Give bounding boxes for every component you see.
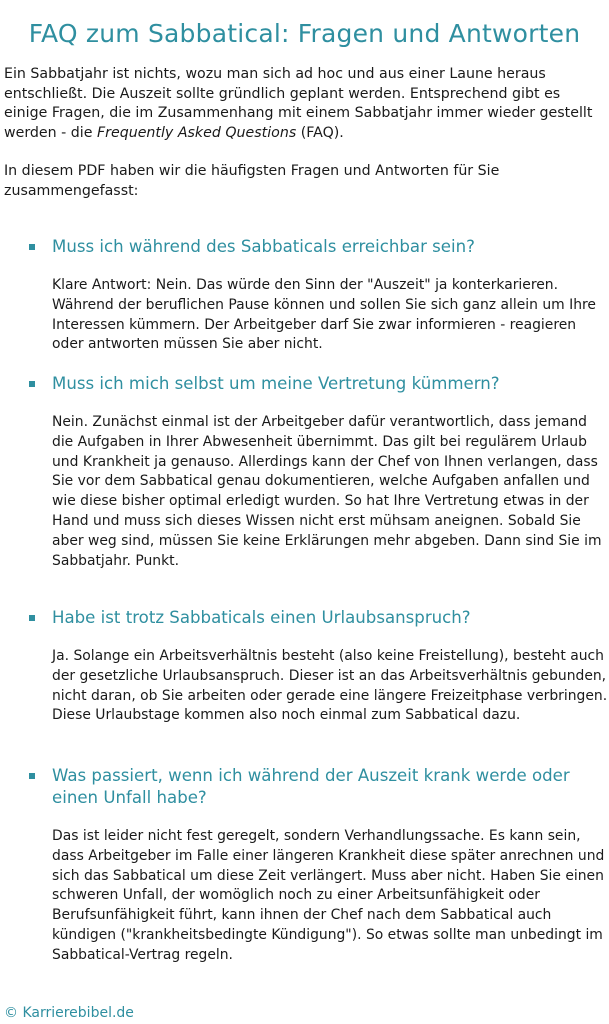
- faq-question: Muss ich während des Sabbaticals erreichbar sein?: [52, 237, 475, 256]
- faq-answer: Ja. Solange ein Arbeitsverhältnis besteht (also keine Freistellung), besteht auch der gesetzliche Urlaubsanspruch. Dieser ist an das Arbeitsverhältnis gebunden, nicht daran, ob Sie arbeiten oder gerade eine längere Freizeitphase verbringen. Diese Urlaubstage kommen also noch einmal zum Sabbatical dazu.: [52, 648, 608, 724]
- intro: [4, 65, 604, 220]
- intro-paragraph-1: [4, 65, 604, 143]
- intro-text: Ein Sabbatjahr ist nichts, wozu man sich ad hoc und aus einer Laune heraus entschließt. Die Auszeit sollte gründlich geplant werden. Entsprechend gibt es einige Fragen, die im Zusammenhang mit einem Sabbatjahr immer wieder gestellt werden - die: [4, 66, 593, 141]
- page-title: FAQ zum Sabbatical: Fragen und Antworten: [28, 18, 581, 48]
- bullet-square-icon: [29, 615, 35, 621]
- faq-question: Muss ich mich selbst um meine Vertretung kümmern?: [52, 374, 500, 393]
- faq-question: Was passiert, wenn ich während der Auszeit krank werde oder einen Unfall habe?: [52, 766, 570, 807]
- intro-emphasis: Frequently Asked Questions: [96, 124, 297, 141]
- faq-question: Habe ist trotz Sabbaticals einen Urlaubsanspruch?: [52, 608, 471, 627]
- faq-answer: Das ist leider nicht fest geregelt, sondern Verhandlungssache. Es kann sein, dass Arbeitgeber im Falle einer längeren Krankheit diese später anrechnen und sich das Sabbatical um diese Zeit verlängert. Muss aber nicht. Haben Sie einen schweren Unfall, der womöglich noch zu einer Arbeitsunfähigkeit oder Berufsunfähigkeit führt, kann ihnen der Chef nach dem Sabbatical auch kündigen ("krankheitsbedingte Kündigung"). So etwas sollte man unbedingt im Sabbatical-Vertrag regeln.: [52, 828, 605, 963]
- intro-paragraph-2: In diesem PDF haben wir die häufigsten Fragen und Antworten für Sie zusammengefasst:: [4, 163, 500, 199]
- faq-answer: Nein. Zunächst einmal ist der Arbeitgeber dafür verantwortlich, dass jemand die Aufgaben in Ihrer Abwesenheit übernimmt. Das gilt bei regulärem Urlaub und Krankheit ja genauso. Allerdings kann der Chef von Ihnen verlangen, dass Sie vor dem Sabbatical genau dokumentieren, welche Aufgaben anfallen und wie diese bisher optimal erledigt wurden. So hat Ihre Vertretung etwas in der Hand und muss sich dieses Wissen nicht erst mühsam aneignen. Sobald Sie aber weg sind, müssen Sie keine Erklärungen mehr abgeben. Dann sind Sie im Sabbatjahr. Punkt.: [52, 414, 602, 569]
- intro-text-end: (FAQ).: [296, 124, 344, 141]
- faq-answer: Klare Antwort: Nein. Das würde den Sinn der "Auszeit" ja konterkarieren. Während der beruflichen Pause können und sollen Sie sich ganz allein um Ihre Interessen kümmern. Der Arbeitgeber darf Sie zwar informieren - reagieren oder antworten müssen Sie aber nicht.: [52, 277, 596, 353]
- bullet-square-icon: [29, 773, 35, 779]
- bullet-square-icon: [29, 244, 35, 250]
- bullet-square-icon: [29, 381, 35, 387]
- footer-copyright: © Karrierebibel.de: [4, 1005, 134, 1021]
